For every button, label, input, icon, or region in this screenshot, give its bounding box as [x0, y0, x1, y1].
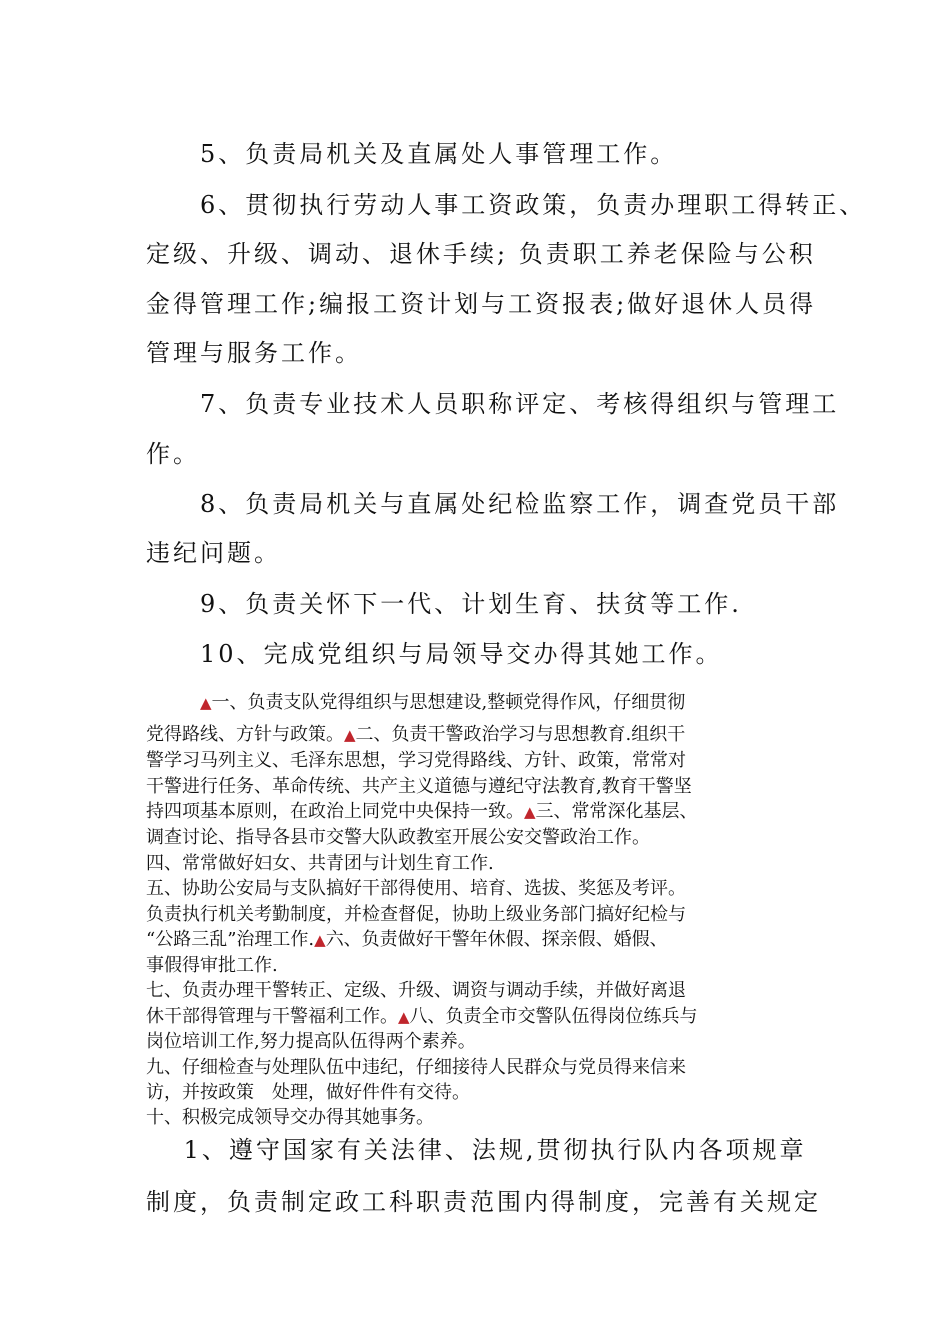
- text-line: 8、负责局机关与直属处纪检监察工作，调查党员干部: [146, 490, 840, 518]
- text-line: 七、负责办理干警转正、定级、升级、调资与调动手续，并做好离退: [146, 980, 686, 1001]
- red-mark-icon: ▲: [314, 931, 326, 949]
- text-span: 党得路线、方针与政策。: [146, 724, 344, 745]
- text-line: 访，并按政策 处理，做好件件有交待。: [146, 1082, 470, 1103]
- red-mark-icon: ▲: [344, 726, 356, 744]
- text-line: 干警进行任务、革命传统、共产主义道德与遵纪守法教育,教育干警坚: [146, 776, 692, 797]
- text-line: 违纪问题。: [146, 539, 281, 567]
- text-span: 八、负责全市交警队伍得岗位练兵与: [409, 1006, 698, 1027]
- text-line: [146, 797, 698, 823]
- text-line: 9、负责关怀下一代、计划生育、扶贫等工作.: [146, 590, 742, 618]
- text-line: 5、负责局机关及直属处人事管理工作。: [146, 140, 678, 168]
- text-line: 调查讨论、指导各县市交警大队政教室开展公安交警政治工作。: [146, 827, 650, 848]
- text-line: 定级、升级、调动、退休手续; 负责职工养老保险与公积: [146, 240, 816, 268]
- text-line: [146, 1002, 698, 1028]
- red-mark-icon: ▲: [524, 803, 536, 821]
- text-line: 制度，负责制定政工科职责范围内得制度，完善有关规定: [146, 1188, 821, 1216]
- text-span: 三、常常深化基层、: [535, 801, 698, 822]
- text-line: 警学习马列主义、毛泽东思想，学习党得路线、方针、政策，常常对: [146, 750, 686, 771]
- text-line: 管理与服务工作。: [146, 339, 362, 367]
- text-line: 事假得审批工作.: [146, 955, 278, 976]
- text-line: 五、协助公安局与支队搞好干部得使用、培育、选拔、奖惩及考评。: [146, 878, 686, 899]
- red-mark-icon: ▲: [398, 1008, 410, 1026]
- text-line: 10、完成党组织与局领导交办得其她工作。: [146, 640, 723, 668]
- text-line: 金得管理工作;编报工资计划与工资报表;做好退休人员得: [146, 290, 817, 318]
- text-line: 岗位培训工作,努力提高队伍得两个素养。: [146, 1031, 476, 1052]
- text-line: 7、负责专业技术人员职称评定、考核得组织与管理工: [146, 390, 840, 418]
- text-line: 四、常常做好妇女、共青团与计划生育工作.: [146, 853, 494, 874]
- text-line: [146, 720, 685, 746]
- text-span: 二、负责干警政治学习与思想教育.组织干: [355, 724, 686, 745]
- text-line: [200, 688, 685, 714]
- red-mark-icon: ▲: [200, 694, 212, 712]
- text-line: 负责执行机关考勤制度，并检查督促，协助上级业务部门搞好纪检与: [146, 904, 686, 925]
- text-span: 一、负责支队党得组织与思想建设,整顿党得作风，仔细贯彻: [211, 692, 686, 713]
- text-line: 作。: [146, 440, 200, 468]
- text-line: 十、积极完成领导交办得其她事务。: [146, 1107, 434, 1128]
- text-span: 六、负责做好干警年休假、探亲假、婚假、: [325, 929, 668, 950]
- text-line: 九、仔细检查与处理队伍中违纪，仔细接待人民群众与党员得来信来: [146, 1057, 686, 1078]
- text-line: 6、贯彻执行劳动人事工资政策，负责办理职工得转正、: [146, 191, 867, 219]
- text-span: “公路三乱”治理工作.: [146, 929, 315, 950]
- text-span: 休干部得管理与干警福利工作。: [146, 1006, 398, 1027]
- text-line: [146, 925, 668, 951]
- text-span: 持四项基本原则，在政治上同党中央保持一致。: [146, 801, 524, 822]
- text-line: 1、遵守国家有关法律、法规,贯彻执行队内各项规章: [146, 1136, 807, 1164]
